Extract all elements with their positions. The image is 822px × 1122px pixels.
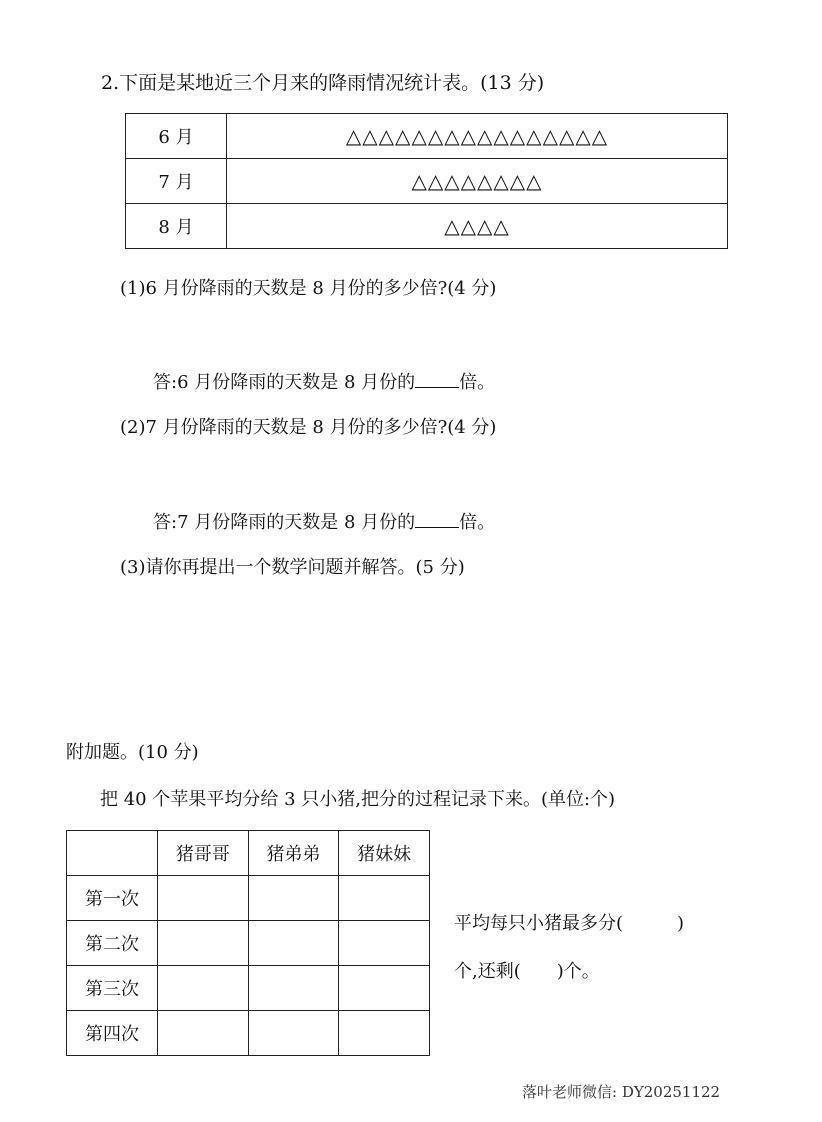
triangle-icon: △ [526,169,543,193]
triangle-icon: △ [427,124,445,148]
answer-1 [153,368,495,394]
answer-cell[interactable] [248,1011,339,1056]
rain-triangles [227,204,728,249]
table-row [67,876,430,921]
triangle-icon: △ [362,124,379,148]
triangle-icon: △ [444,169,461,193]
triangle-icon: △ [509,124,527,148]
table-row [67,921,430,966]
triangle-icon: △ [591,124,609,148]
triangle-icon: △ [460,169,477,193]
month-label: 6 月 [126,114,227,159]
triangle-icon: △ [575,124,592,148]
answer-cell[interactable] [339,966,430,1011]
triangle-icon: △ [509,169,527,193]
table-row [67,966,430,1011]
sub-question-3: (3)请你再提出一个数学问题并解答。(5 分) [120,557,465,578]
column-header: 猪哥哥 [158,831,249,876]
sub-question-2: (2)7 月份降雨的天数是 8 月份的多少倍?(4 分) [120,417,497,438]
triangle-icon: △ [460,124,477,148]
answer-cell[interactable] [248,876,339,921]
triangle-icon: △ [444,214,461,238]
triangle-icon: △ [477,214,494,238]
sub-question-1: (1)6 月份降雨的天数是 8 月份的多少倍?(4 分) [120,278,497,299]
answer-2-suffix: 倍。 [459,512,496,533]
apple-distribution-table [66,830,430,1056]
row-header: 第二次 [67,921,158,966]
triangle-icon: △ [460,214,477,238]
corner-cell [67,831,158,876]
rainfall-row [126,114,728,159]
watermark: 落叶老师微信: DY20251122 [522,1083,721,1101]
triangle-icon: △ [395,124,412,148]
month-label: 8 月 [126,204,227,249]
rainfall-row [126,159,728,204]
question-2-title: 2.下面是某地近三个月来的降雨情况统计表。(13 分) [101,72,545,94]
triangle-icon: △ [444,124,461,148]
answer-cell[interactable] [158,966,249,1011]
answer-cell[interactable] [158,1011,249,1056]
month-label: 7 月 [126,159,227,204]
answer-2-blank[interactable] [415,511,459,528]
row-header: 第四次 [67,1011,158,1056]
answer-cell[interactable] [248,921,339,966]
answer-cell[interactable] [158,876,249,921]
triangle-icon: △ [526,124,543,148]
fill-blank-remainder: 个,还剩( )个。 [454,961,600,982]
answer-cell[interactable] [339,876,430,921]
fill-blank-average: 平均每只小猪最多分( ) [454,913,685,934]
bonus-title: 附加题。(10 分) [66,742,199,763]
triangle-icon: △ [558,124,576,148]
answer-cell[interactable] [339,1011,430,1056]
answer-cell[interactable] [339,921,430,966]
answer-1-blank[interactable] [415,371,459,388]
triangle-icon: △ [493,124,510,148]
triangle-icon: △ [427,169,445,193]
triangle-icon: △ [477,169,494,193]
row-header: 第三次 [67,966,158,1011]
answer-1-suffix: 倍。 [459,372,496,393]
triangle-icon: △ [345,124,363,148]
table-row [67,1011,430,1056]
row-header: 第一次 [67,876,158,921]
triangle-icon: △ [411,169,428,193]
column-header: 猪弟弟 [248,831,339,876]
rain-triangles [227,159,728,204]
header-row [67,831,430,876]
answer-1-prefix: 答:6 月份降雨的天数是 8 月份的 [153,372,416,393]
triangle-icon: △ [477,124,494,148]
triangle-icon: △ [493,169,510,193]
bonus-prompt: 把 40 个苹果平均分给 3 只小猪,把分的过程记录下来。(单位:个) [100,789,616,810]
answer-2 [153,508,495,534]
triangle-icon: △ [493,214,510,238]
rainfall-table [125,113,728,249]
triangle-icon: △ [542,124,559,148]
answer-2-prefix: 答:7 月份降雨的天数是 8 月份的 [153,512,416,533]
rainfall-row [126,204,728,249]
rain-triangles [227,114,728,159]
answer-cell[interactable] [158,921,249,966]
triangle-icon: △ [411,124,428,148]
column-header: 猪妹妹 [339,831,430,876]
triangle-icon: △ [378,124,396,148]
answer-cell[interactable] [248,966,339,1011]
